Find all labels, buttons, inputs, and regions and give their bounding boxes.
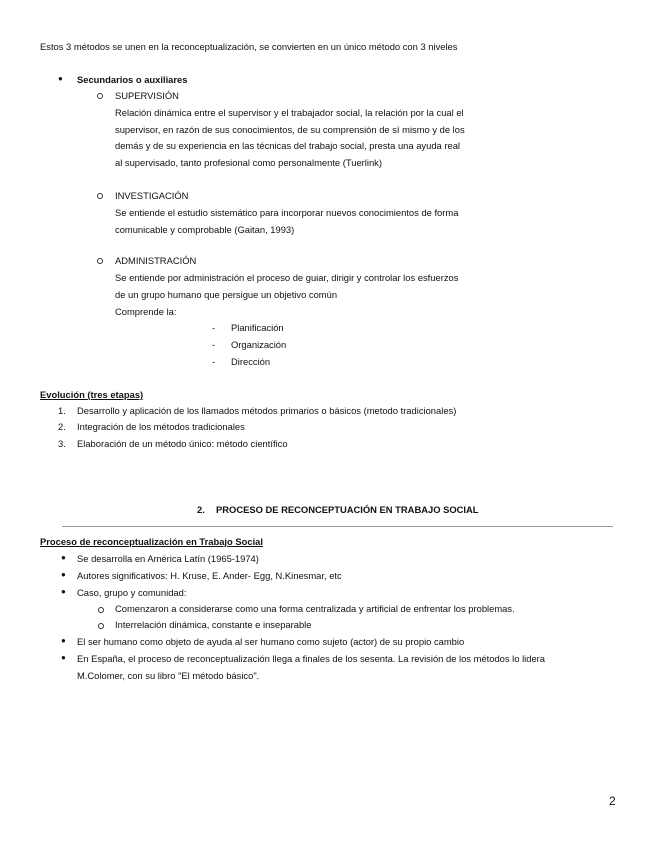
bullet-icon: ● — [61, 570, 66, 579]
intro-paragraph: Estos 3 métodos se unen en la reconceptualización, se convierten en un único método con 3 niveles — [40, 41, 458, 52]
secundarios-heading: Secundarios o auxiliares — [77, 74, 188, 85]
bullet-icon: ● — [61, 587, 66, 596]
circle-bullet-icon — [97, 193, 103, 199]
dash-icon: - — [212, 356, 216, 367]
bullet-icon: ● — [61, 636, 66, 645]
list-number: 3. — [58, 438, 66, 449]
dash-icon: - — [212, 322, 216, 333]
proceso-item: En España, el proceso de reconceptualización llega a finales de los sesenta. La revisión de los métodos lo lidera — [77, 653, 545, 664]
supervision-line: supervisor, en razón de sus conocimientos, de su comprensión de sí mismo y de los — [115, 124, 465, 135]
evolucion-item: Elaboración de un método único: método científico — [77, 438, 288, 449]
proceso-item: El ser humano como objeto de ayuda al ser humano como sujeto (actor) de su propio cambio — [77, 636, 465, 647]
circle-bullet-icon — [98, 623, 104, 629]
proceso-subitem: Interrelación dinámica, constante e inseparable — [115, 619, 312, 630]
evolucion-heading: Evolución (tres etapas) — [40, 389, 144, 400]
page-number: 2 — [609, 794, 616, 808]
administracion-line: Se entiende por administración el proceso de guiar, dirigir y controlar los esfuerzos — [115, 272, 459, 283]
bullet-icon: ● — [61, 553, 66, 562]
section-number: 2. — [197, 504, 205, 515]
proceso-item: Autores significativos: H. Kruse, E. Ander- Egg, N.Kinesmar, etc — [77, 570, 342, 581]
proceso-subitem: Comenzaron a considerarse como una forma centralizada y artificial de enfrentar los problemas. — [115, 603, 515, 614]
circle-bullet-icon — [97, 258, 103, 264]
supervision-title: SUPERVISIÓN — [115, 90, 179, 101]
administracion-item: Planificación — [231, 322, 284, 333]
supervision-line: demás y de su experiencia en las técnicas del trabajo social, presta una ayuda real — [115, 140, 460, 151]
supervision-line: Relación dinámica entre el supervisor y el trabajador social, la relación por la cual el — [115, 107, 464, 118]
administracion-line: Comprende la: — [115, 306, 177, 317]
investigacion-title: INVESTIGACIÓN — [115, 190, 189, 201]
supervision-line: al supervisado, tanto profesional como personalmente (Tuerlink) — [115, 157, 382, 168]
bullet-icon: ● — [61, 653, 66, 662]
administracion-item: Dirección — [231, 356, 271, 367]
circle-bullet-icon — [98, 607, 104, 613]
proceso-item-continued: M.Colomer, con su libro "El método básico". — [77, 670, 260, 681]
proceso-item: Caso, grupo y comunidad: — [77, 587, 187, 598]
evolucion-item: Integración de los métodos tradicionales — [77, 421, 245, 432]
administracion-line: de un grupo humano que persigue un objetivo común — [115, 289, 338, 300]
list-number: 2. — [58, 421, 66, 432]
investigacion-line: Se entiende el estudio sistemático para incorporar nuevos conocimientos de forma — [115, 207, 459, 218]
section-title: PROCESO DE RECONCEPTUACIÓN EN TRABAJO SOCIAL — [216, 504, 479, 515]
bullet-icon: ● — [58, 74, 63, 83]
dash-icon: - — [212, 339, 216, 350]
proceso-heading: Proceso de reconceptualización en Trabajo Social — [40, 536, 263, 547]
list-number: 1. — [58, 405, 66, 416]
administracion-title: ADMINISTRACIÓN — [115, 255, 197, 266]
section-divider — [62, 526, 613, 527]
proceso-item: Se desarrolla en América Latín (1965-1974) — [77, 553, 259, 564]
investigacion-line: comunicable y comprobable (Gaitan, 1993) — [115, 224, 295, 235]
evolucion-item: Desarrollo y aplicación de los llamados métodos primarios o básicos (metodo tradicionales) — [77, 405, 457, 416]
administracion-item: Organización — [231, 339, 287, 350]
circle-bullet-icon — [97, 93, 103, 99]
